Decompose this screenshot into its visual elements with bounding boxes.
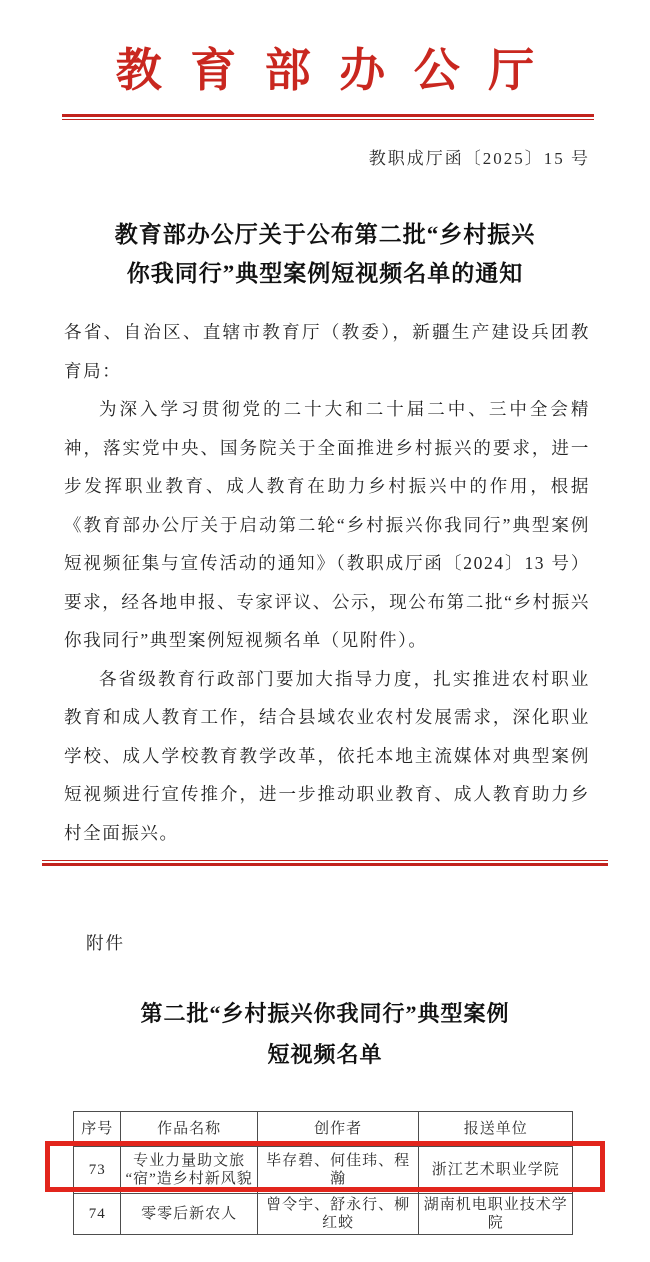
video-list-table — [73, 1111, 573, 1235]
body-paragraph-2: 各省级教育行政部门要加大指导力度，扎实推进农村职业教育和成人教育工作，结合县域农业农村发展需求，深化职业学校、成人学校教育教学改革，依托本地主流媒体对典型案例短视频进行宣传推介，进一步推动职业教育、成人教育助力乡村全面振兴。 — [64, 668, 590, 843]
table-header-row — [74, 1112, 573, 1147]
body-paragraph-1: 为深入学习贯彻党的二十大和二十届二中、三中全会精神，落实党中央、国务院关于全面推进乡村振兴的要求，进一步发挥职业教育、成人教育在助力乡村振兴中的作用，根据《教育部办公厅关于启动第二轮“乡村振兴你我同行”典型案例短视频征集与宣传活动的通知》（教职成厅函〔2024〕13 号）要求，经各地申报、专家评议、公示，现公布第二批“乡村振兴你我同行”典型案例短视频名单（见附件）。 — [64, 399, 590, 650]
header-cell-submitting-org: 报送单位 — [419, 1112, 573, 1147]
document-reference-number: 教职成厅函〔2025〕15 号 — [368, 149, 590, 168]
document-body — [64, 313, 590, 852]
attachment-title — [40, 993, 610, 1075]
table-row-73 — [74, 1147, 573, 1194]
document-title-line-1: 教育部办公厅关于公布第二批“乡村振兴 — [114, 222, 536, 247]
page-bottom-divider-line — [42, 860, 608, 866]
cell-work-title: 零零后新农人 — [121, 1194, 257, 1235]
cell-submitting-org: 浙江艺术职业学院 — [419, 1147, 573, 1194]
letterhead-divider-line — [62, 114, 594, 120]
cell-creators: 曾令宇、舒永行、柳红蛟 — [257, 1194, 419, 1235]
attachment-title-line-2: 短视频名单 — [267, 1042, 383, 1067]
work-title-line-2: “宿”造乡村新风貌 — [125, 1171, 253, 1187]
video-list-table-container — [73, 1111, 573, 1235]
attachment-title-line-1: 第二批“乡村振兴你我同行”典型案例 — [140, 1001, 510, 1026]
document-title — [40, 215, 610, 293]
header-cell-work-title: 作品名称 — [121, 1112, 257, 1147]
header-cell-serial-number: 序号 — [74, 1112, 121, 1147]
cell-work-title — [121, 1147, 257, 1194]
cell-creators: 毕存碧、何佳玮、程瀚 — [257, 1147, 419, 1194]
cell-serial-number: 73 — [74, 1147, 121, 1194]
cell-serial-number: 74 — [74, 1194, 121, 1235]
work-title-line-1: 专业力量助文旅 — [133, 1153, 246, 1169]
attachment-label: 附件 — [86, 933, 125, 953]
cell-submitting-org: 湖南机电职业技术学院 — [419, 1194, 573, 1235]
header-cell-creators: 创作者 — [257, 1112, 419, 1147]
letterhead-org-name: 教育部办公厅 — [115, 45, 563, 96]
document-title-line-2: 你我同行”典型案例短视频名单的通知 — [126, 261, 524, 286]
table-row-74 — [74, 1194, 573, 1235]
salutation: 各省、自治区、直辖市教育厅（教委），新疆生产建设兵团教育局： — [64, 322, 590, 381]
